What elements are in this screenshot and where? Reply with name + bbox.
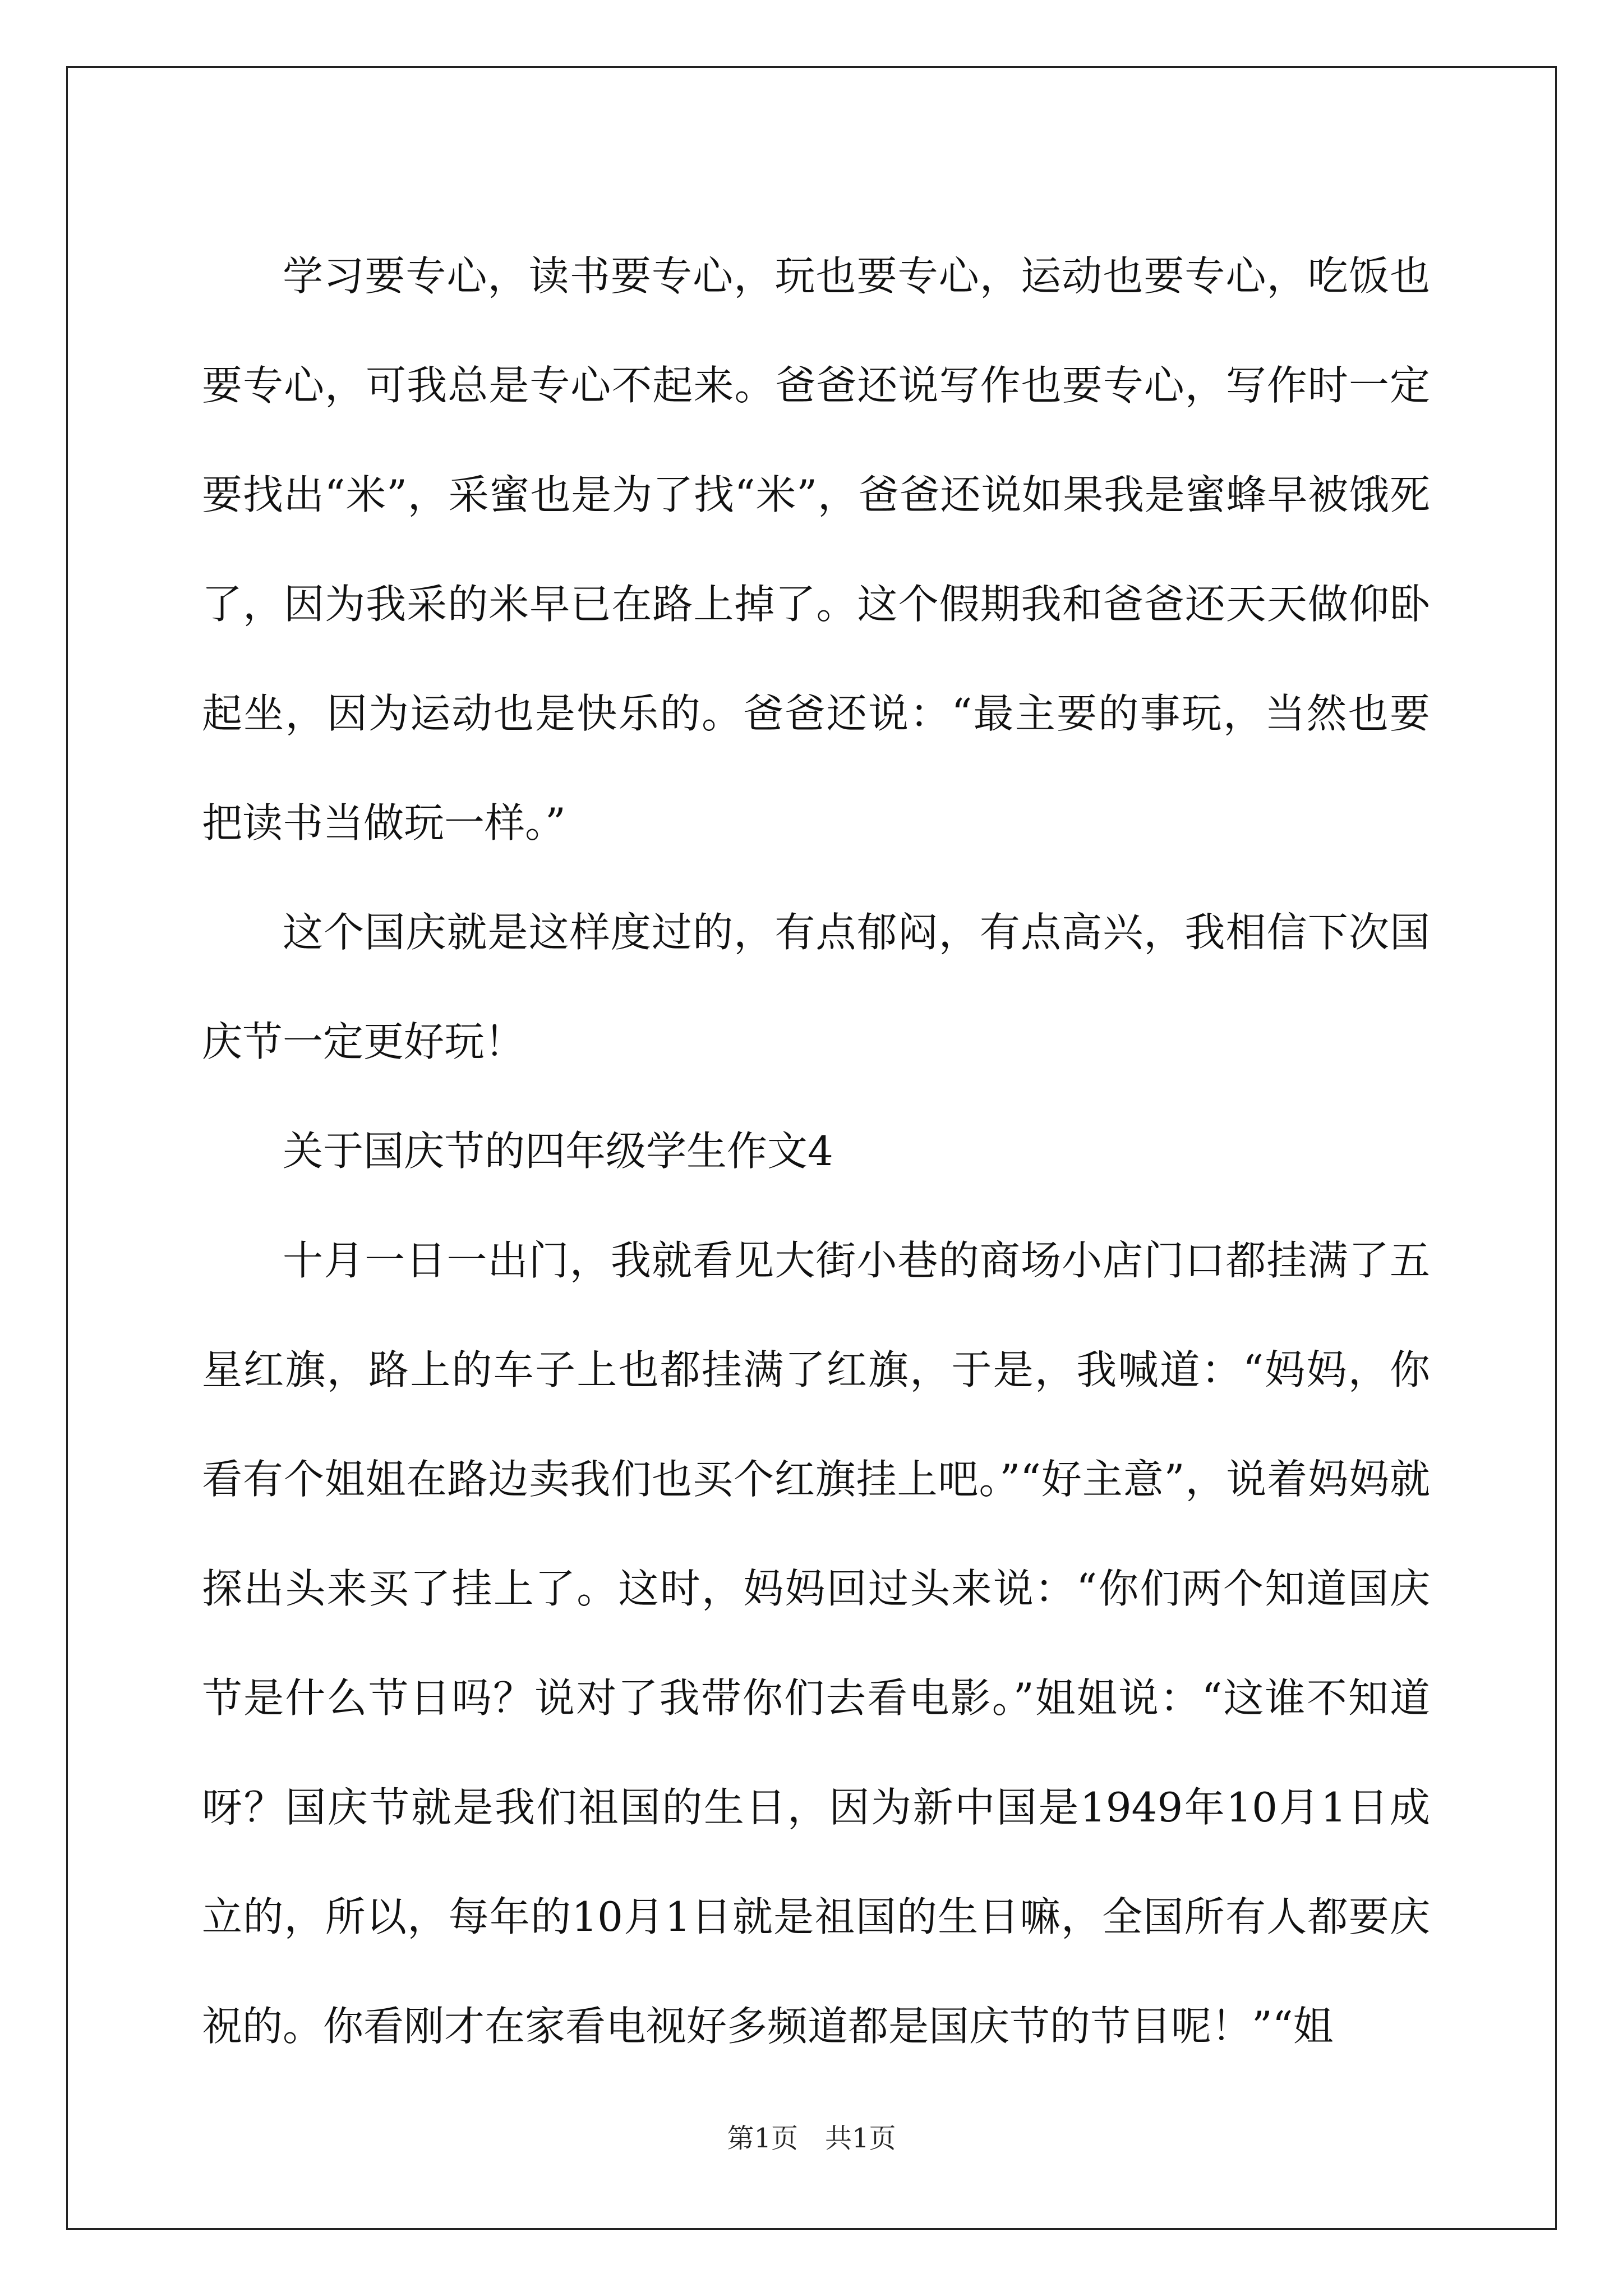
section-heading: 关于国庆节的四年级学生作文4 [283,1128,833,1175]
document-body [202,222,1430,2081]
paragraph-3: 十月一日一出门，我就看见大街小巷的商场小店门口都挂满了五星红旗，路上的车子上也都挂满了红旗，于是，我喊道：“妈妈，你看有个姐姐在路边卖我们也买个红旗挂上吧。”“好主意”，说着妈妈就探出头来买了挂上了。这时，妈妈回过头来说：“你们两个知道国庆节是什么节日吗？说对了我带你们去看电影。”姐姐说：“这谁不知道呀？国庆节就是我们祖国的生日，因为新中国是1949年10月1日成立的，所以，每年的10月1日就是祖国的生日嘛，全国所有人都要庆祝的。你看刚才在家看电视好多频道都是国庆节的节目呢！”“姐 [202,1237,1430,2050]
paragraph-2: 这个国庆就是这样度过的，有点郁闷，有点高兴，我相信下次国庆节一定更好玩！ [202,909,1430,1065]
page-number-footer: 第1页 共1页 [727,2123,896,2154]
paragraph-1: 学习要专心，读书要专心，玩也要专心，运动也要专心，吃饭也要专心，可我总是专心不起来。爸爸还说写作也要专心，写作时一定要找出“米”，采蜜也是为了找“米”，爸爸还说如果我是蜜蜂早被饿死了，因为我采的米早已在路上掉了。这个假期我和爸爸还天天做仰卧起坐，因为运动也是快乐的。爸爸还说：“最主要的事玩，当然也要把读书当做玩一样。” [202,252,1430,846]
